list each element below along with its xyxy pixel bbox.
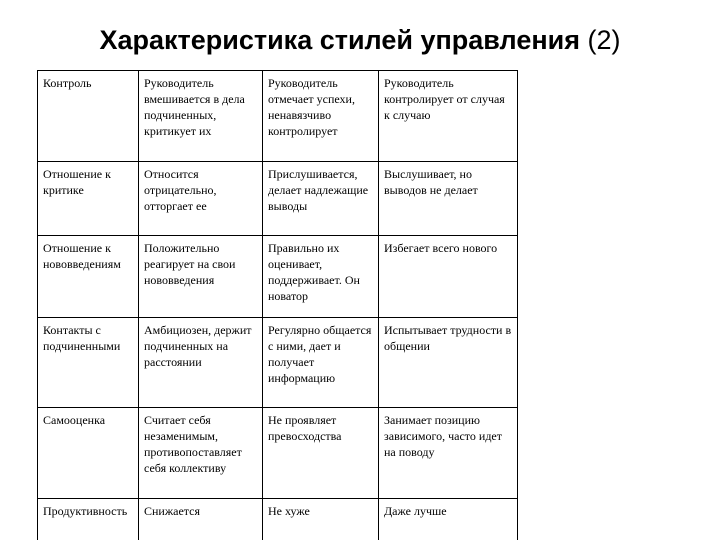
table-cell: Положительно реагирует на свои нововведения (139, 236, 263, 318)
table-cell: Регулярно общается с ними, дает и получает информацию (263, 318, 379, 408)
table-cell: Даже лучше (379, 499, 518, 540)
row-header-cell: Отношение к критике (38, 162, 139, 236)
table-cell: Избегает всего нового (379, 236, 518, 318)
management-styles-table (37, 70, 518, 540)
table-row (38, 162, 518, 236)
table-cell: Выслушивает, но выводов не делает (379, 162, 518, 236)
table-cell: Руководитель вмешивается в дела подчиненных, критикует их (139, 71, 263, 162)
table-row (38, 318, 518, 408)
row-header-cell: Контроль (38, 71, 139, 162)
table-cell: Не хуже (263, 499, 379, 540)
table-cell: Руководитель отмечает успехи, ненавязчиво контролирует (263, 71, 379, 162)
slide-title-suffix: (2) (587, 25, 621, 55)
table-cell: Относится отрицательно, отторгает ее (139, 162, 263, 236)
table-cell: Снижается (139, 499, 263, 540)
table-cell: Испытывает трудности в общении (379, 318, 518, 408)
table-row (38, 236, 518, 318)
row-header-cell: Продуктивность (38, 499, 139, 540)
table-cell: Правильно их оценивает, поддерживает. Он новатор (263, 236, 379, 318)
table-cell: Не проявляет превосходства (263, 408, 379, 499)
row-header-cell: Самооценка (38, 408, 139, 499)
table-row (38, 71, 518, 162)
table-cell: Занимает позицию зависимого, часто идет на поводу (379, 408, 518, 499)
slide-title (0, 24, 720, 56)
row-header-cell: Отношение к нововведениям (38, 236, 139, 318)
table-row (38, 499, 518, 540)
table-cell: Считает себя незаменимым, противопоставляет себя коллективу (139, 408, 263, 499)
table-row (38, 408, 518, 499)
table-cell: Амбициозен, держит подчиненных на расстоянии (139, 318, 263, 408)
row-header-cell: Контакты с подчиненными (38, 318, 139, 408)
table-cell: Руководитель контролирует от случая к случаю (379, 71, 518, 162)
slide-title-main: Характеристика стилей управления (99, 25, 581, 55)
table-cell: Прислушивается, делает надлежащие выводы (263, 162, 379, 236)
